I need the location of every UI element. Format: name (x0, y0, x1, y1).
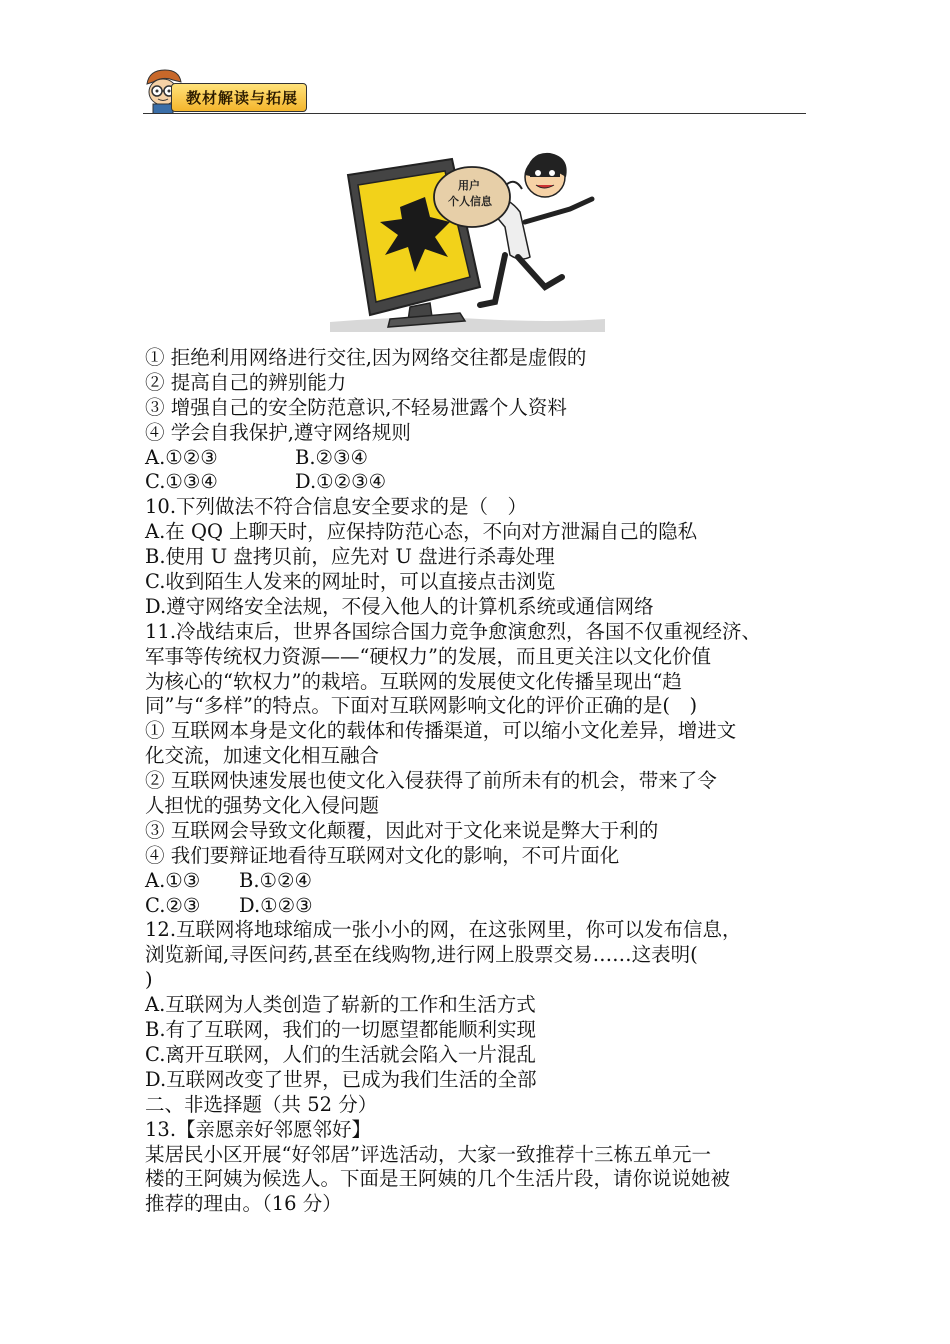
q11-stem-line-4: 同”与“多样”的特点。下面对互联网影响文化的评价正确的是( ) (145, 694, 698, 718)
q9-option-c[interactable]: C.①③④ (145, 470, 218, 494)
q12-stem-line-3: ) (145, 968, 153, 992)
q10-option-a[interactable]: A.在 QQ 上聊天时，应保持防范心态，不向对方泄漏自己的隐私 (145, 520, 698, 544)
q10-option-d[interactable]: D.遵守网络安全法规，不侵入他人的计算机系统或通信网络 (145, 594, 654, 618)
section-badge: 教材解读与拓展 (171, 83, 307, 112)
q12-option-d[interactable]: D.互联网改变了世界，已成为我们生活的全部 (145, 1067, 537, 1091)
page-header (143, 62, 806, 116)
q10-option-c[interactable]: C.收到陌生人发来的网址时，可以直接点击浏览 (145, 570, 556, 594)
q12-stem-line-1: 12.互联网将地球缩成一张小小的网，在这张网里，你可以发布信息， (145, 918, 742, 942)
q9-options-row-2 (145, 470, 810, 495)
q12-option-c[interactable]: C.离开互联网，人们的生活就会陷入一片混乱 (145, 1042, 536, 1066)
q13-line-1: 某居民小区开展“好邻居”评选活动，大家一致推荐十三栋五单元一 (145, 1142, 711, 1166)
sack-label-line1: 用户 (458, 179, 480, 192)
q11-item-2-line-1: ② 互联网快速发展也使文化入侵获得了前所未有的机会，带来了令 (145, 769, 717, 793)
q11-item-1-line-2: 化交流，加速文化相互融合 (145, 744, 380, 768)
q9-option-b[interactable]: B.②③④ (295, 445, 368, 469)
q9-item-2: ② 提高自己的辨别能力 (145, 370, 347, 394)
q13-line-2: 楼的王阿姨为候选人。下面是王阿姨的几个生活片段，请你说说她被 (145, 1167, 731, 1191)
q9-item-4: ④ 学会自我保护,遵守网络规则 (145, 420, 411, 444)
q11-item-4: ④ 我们要辩证地看待互联网对文化的影响，不可片面化 (145, 843, 620, 867)
q12-option-b[interactable]: B.有了互联网，我们的一切愿望都能顺利实现 (145, 1018, 537, 1042)
q11-item-3: ③ 互联网会导致文化颠覆，因此对于文化来说是弊大于利的 (145, 818, 659, 842)
q9-options-row-1 (145, 446, 810, 471)
q9-option-d[interactable]: D.①②③④ (295, 470, 387, 494)
q9-item-1: ① 拒绝利用网络进行交往,因为网络交往都是虚假的 (145, 346, 587, 369)
q11-item-2-line-2: 人担忧的强势文化入侵问题 (145, 794, 380, 818)
q11-stem-line-1: 11.冷战结束后，世界各国综合国力竞争愈演愈烈，各国不仅重视经济、 (145, 619, 762, 643)
question-content (145, 346, 810, 1217)
q9-option-a[interactable]: A.①②③ (145, 445, 218, 469)
q11-option-b[interactable]: B.①②④ (239, 868, 312, 892)
q11-option-a[interactable]: A.①③ (145, 868, 201, 892)
sack-label-line2: 个人信息 (448, 195, 492, 208)
section-2-heading: 二、非选择题（共 52 分） (145, 1092, 378, 1116)
q13-title: 13.【亲愿亲好邻愿邻好】 (145, 1117, 372, 1141)
q11-option-c[interactable]: C.②③ (145, 893, 201, 917)
q12-stem-line-2: 浏览新闻,寻医问药,甚至在线购物,进行网上股票交易……这表明( (145, 943, 698, 967)
q11-option-d[interactable]: D.①②③ (239, 893, 313, 917)
q10-stem: 10.下列做法不符合信息安全要求的是（ ） (145, 495, 528, 519)
q12-option-a[interactable]: A.互联网为人类创造了崭新的工作和生活方式 (145, 993, 536, 1017)
q11-options-row-2 (145, 894, 810, 919)
q11-item-1-line-1: ① 互联网本身是文化的载体和传播渠道，可以缩小文化差异，增进文 (145, 719, 737, 743)
q13-line-3: 推荐的理由。（16 分） (145, 1192, 342, 1216)
q11-options-row-1 (145, 869, 810, 894)
header-divider (143, 113, 806, 114)
q11-stem-line-3: 为核心的“软权力”的栽培。互联网的发展使文化传播呈现出“趋 (145, 669, 682, 693)
q11-stem-line-2: 军事等传统权力资源——“硬权力”的发展，而且更关注以文化价值 (145, 644, 711, 668)
q9-item-3: ③ 增强自己的安全防范意识,不轻易泄露个人资料 (145, 395, 567, 419)
thief-stealing-info-from-monitor-icon (330, 137, 605, 332)
q10-option-b[interactable]: B.使用 U 盘拷贝前，应先对 U 盘进行杀毒处理 (145, 545, 555, 569)
